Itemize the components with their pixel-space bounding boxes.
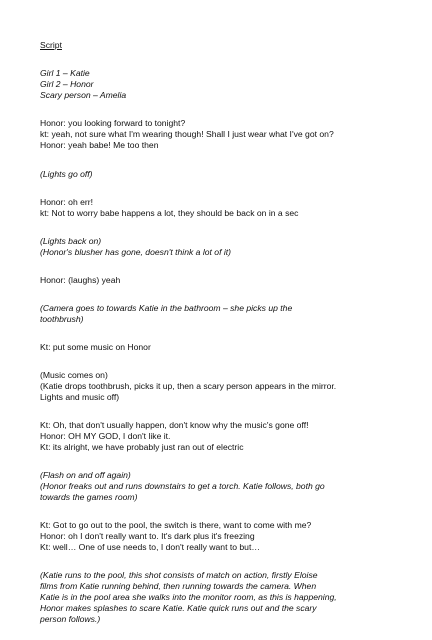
stage-direction: (Katie drops toothbrush, picks it up, then a scary person appears in the mirror. xyxy=(40,381,337,391)
dialogue-line: Kt: well… One of use needs to, I don't really want to but… xyxy=(40,542,260,552)
dialogue-line: Kt: Oh, that don't usually happen, don't know why the music's gone off! xyxy=(40,420,309,430)
stage-direction: Katie is in the pool area she walks into the monitor room, as this is happening, xyxy=(40,592,337,602)
stage-direction: Honor makes splashes to scare Katie. Katie quick runs out and the scary xyxy=(40,603,317,613)
script-heading: Script xyxy=(40,40,62,50)
stage-direction: (Flash on and off again) xyxy=(40,470,131,480)
stage-direction: (Music comes on) xyxy=(40,370,108,380)
stage-direction: (Honor freaks out and runs downstairs to get a torch. Katie follows, both go xyxy=(40,481,325,491)
stage-direction: toothbrush) xyxy=(40,314,84,324)
stage-direction: (Katie runs to the pool, this shot consists of match on action, firstly Eloise xyxy=(40,570,318,580)
stage-direction: towards the games room) xyxy=(40,492,138,502)
dialogue-line: Honor: (laughs) yeah xyxy=(40,275,121,285)
dialogue-line: kt: yeah, not sure what I'm wearing though! Shall I just wear what I've got on? xyxy=(40,129,334,139)
stage-direction: (Lights go off) xyxy=(40,169,93,179)
stage-direction: Lights and music off) xyxy=(40,392,120,402)
stage-direction: (Lights back on) xyxy=(40,236,102,246)
dialogue-line: Honor: yeah babe! Me too then xyxy=(40,140,159,150)
cast-line-katie: Girl 1 – Katie xyxy=(40,68,90,78)
cast-line-amelia: Scary person – Amelia xyxy=(40,90,127,100)
dialogue-line: kt: Not to worry babe happens a lot, they should be back on in a sec xyxy=(40,208,299,218)
dialogue-line: Kt: put some music on Honor xyxy=(40,342,151,352)
stage-direction: films from Katie running behind, then running towards the camera. When xyxy=(40,581,317,591)
dialogue-line: Kt: Got to go out to the pool, the switch is there, want to come with me? xyxy=(40,520,312,530)
dialogue-line: Honor: oh I don't really want to. It's dark plus it's freezing xyxy=(40,531,255,541)
dialogue-line: Honor: you looking forward to tonight? xyxy=(40,118,186,128)
dialogue-line: Honor: oh err! xyxy=(40,197,94,207)
dialogue-line: Honor: OH MY GOD, I don't like it. xyxy=(40,431,171,441)
dialogue-line: Kt: its alright, we have probably just ran out of electric xyxy=(40,442,244,452)
stage-direction: (Honor's blusher has gone, doesn't think a lot of it) xyxy=(40,247,232,257)
stage-direction: person follows.) xyxy=(40,614,101,624)
stage-direction: (Camera goes to towards Katie in the bathroom – she picks up the xyxy=(40,303,293,313)
cast-line-honor: Girl 2 – Honor xyxy=(40,79,94,89)
